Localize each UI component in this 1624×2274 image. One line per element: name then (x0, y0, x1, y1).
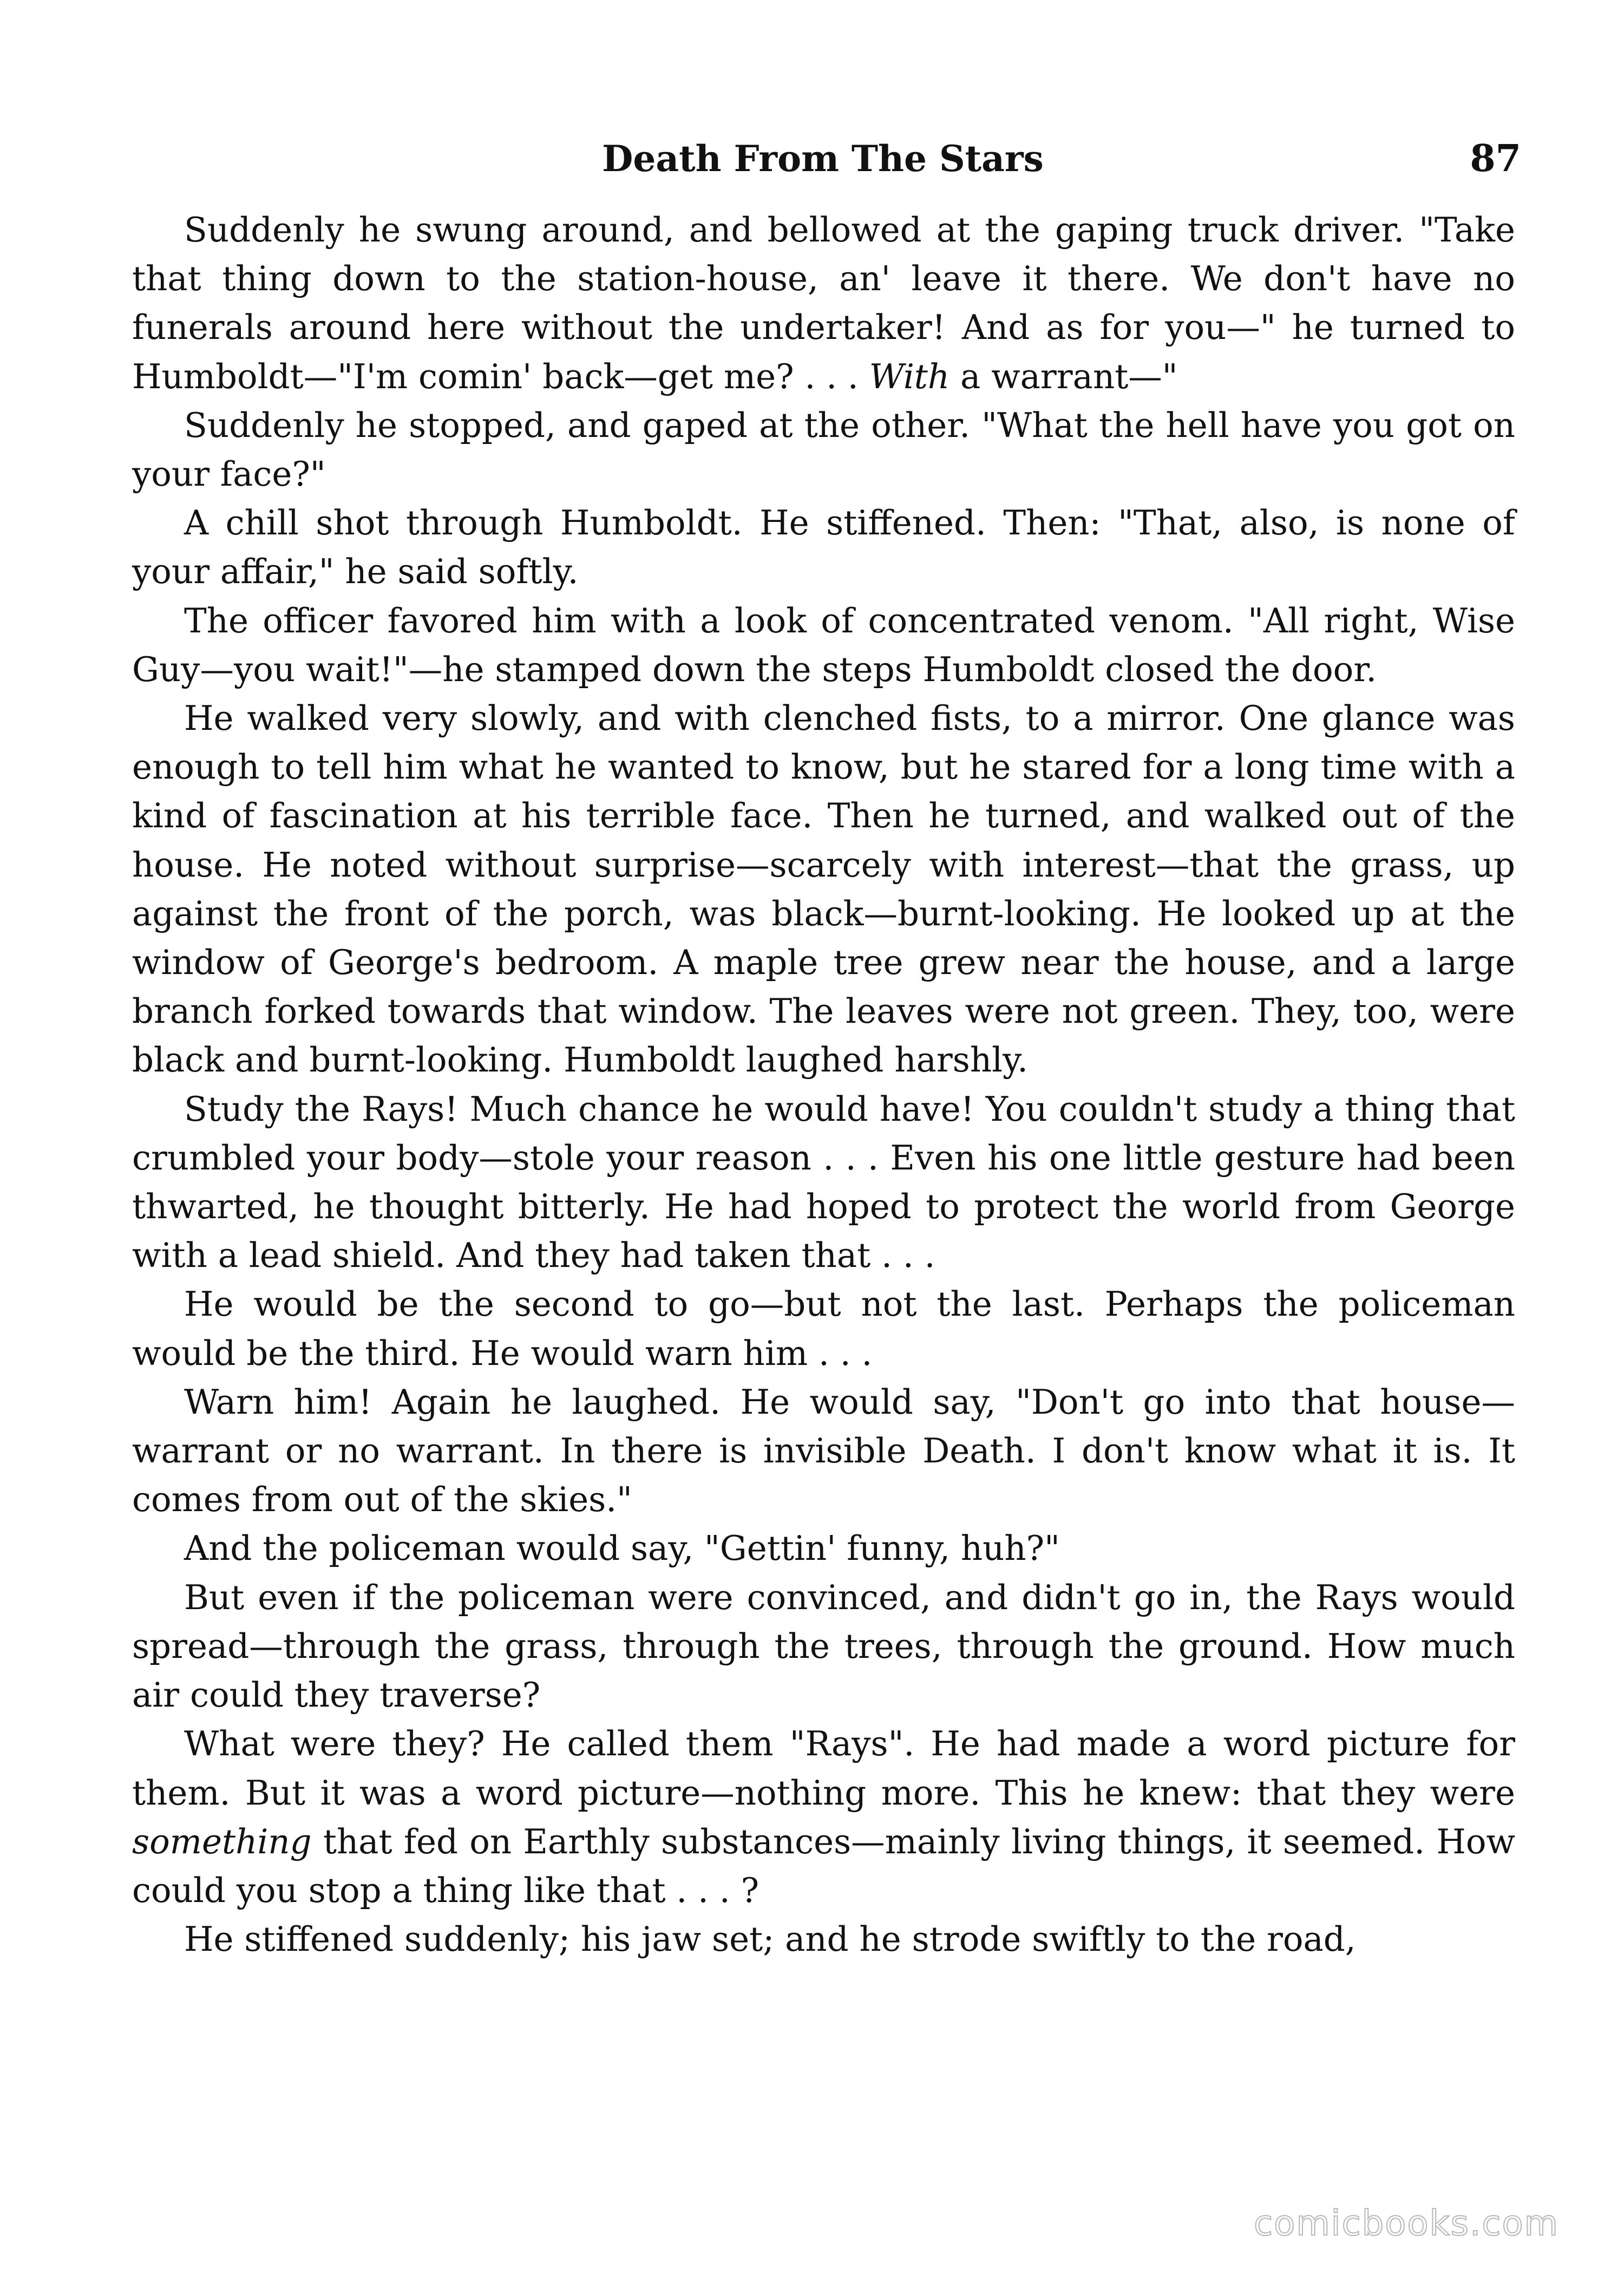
paragraph (132, 1524, 1515, 1573)
paragraph (132, 401, 1515, 499)
page-header (125, 129, 1521, 188)
paragraph (132, 206, 1515, 401)
paragraph (132, 1573, 1515, 1720)
emphasis-text: With (869, 356, 950, 396)
paragraph-text: What were they? He called them "Rays". He had made a word picture for them. But it was a word picture—nothing more. This he knew: that they were (132, 1724, 1515, 1813)
paragraph-text: a warrant—" (949, 356, 1178, 396)
paragraph-text: Study the Rays! Much chance he would have! You couldn't study a thing that crumbled your body—stole your reason . . . Even his one little gesture had been thwarted, he thought bitterly. He had hoped to protect the world from George with a lead shield. And they had taken that . . . (132, 1089, 1515, 1276)
paragraph-text: And the policeman would say, "Gettin' funny, huh?" (184, 1528, 1060, 1569)
paragraph-text: A chill shot through Humboldt. He stiffened. Then: "That, also, is none of your affair," he said softly. (132, 503, 1515, 592)
paragraph (132, 1378, 1515, 1525)
paragraph (132, 1720, 1515, 1915)
paragraph-text: He would be the second to go—but not the last. Perhaps the policeman would be the third. He would warn him . . . (132, 1284, 1515, 1373)
paragraph (132, 1085, 1515, 1280)
site-watermark: comicbooks.com (1253, 2204, 1559, 2244)
running-title: Death From The Stars (602, 138, 1044, 180)
paragraph (132, 597, 1515, 694)
paragraph-text: that fed on Earthly substances—mainly living things, it seemed. How could you stop a thing like that . . . ? (132, 1821, 1515, 1910)
paragraph-text: But even if the policeman were convinced, and didn't go in, the Rays would spread—through the grass, through the trees, through the ground. How much air could they traverse? (132, 1577, 1515, 1715)
paragraph-text: The officer favored him with a look of concentrated venom. "All right, Wise Guy—you wait!"—he stamped down the steps Humboldt closed the door. (132, 600, 1515, 689)
paragraph (132, 1280, 1515, 1377)
paragraph (132, 499, 1515, 596)
paragraph-text: Suddenly he swung around, and bellowed at the gaping truck driver. "Take that thing down to the station-house, an' leave it there. We don't have no funerals around here without the undertaker! And as for you—" he turned to Humboldt—"I'm comin' back—get me? . . . (132, 210, 1515, 396)
page-number: 87 (1470, 137, 1521, 180)
paragraph (132, 1915, 1515, 1964)
story-text (132, 206, 1515, 1964)
paragraph-text: Warn him! Again he laughed. He would say, "Don't go into that house—warrant or no warrant. In there is invisible Death. I don't know what it is. It comes from out of the skies." (132, 1382, 1515, 1520)
paragraph-text: Suddenly he stopped, and gaped at the other. "What the hell have you got on your face?" (132, 405, 1515, 494)
paragraph-text: He walked very slowly, and with clenched fists, to a mirror. One glance was enough to tell him what he wanted to know, but he stared for a long time with a kind of fascination at his terrible face. Then he turned, and walked out of the house. He noted without surprise—scarcely with interest—that the grass, up against the front of the porch, was black—burnt-looking. He looked up at the window of George's bedroom. A maple tree grew near the house, and a large branch forked towards that window. The leaves were not green. They, too, were black and burnt-looking. Humboldt laughed harshly. (132, 698, 1515, 1080)
paragraph-text: He stiffened suddenly; his jaw set; and he strode swiftly to the road, (184, 1919, 1356, 1959)
paragraph (132, 694, 1515, 1085)
emphasis-text: something (132, 1821, 312, 1861)
